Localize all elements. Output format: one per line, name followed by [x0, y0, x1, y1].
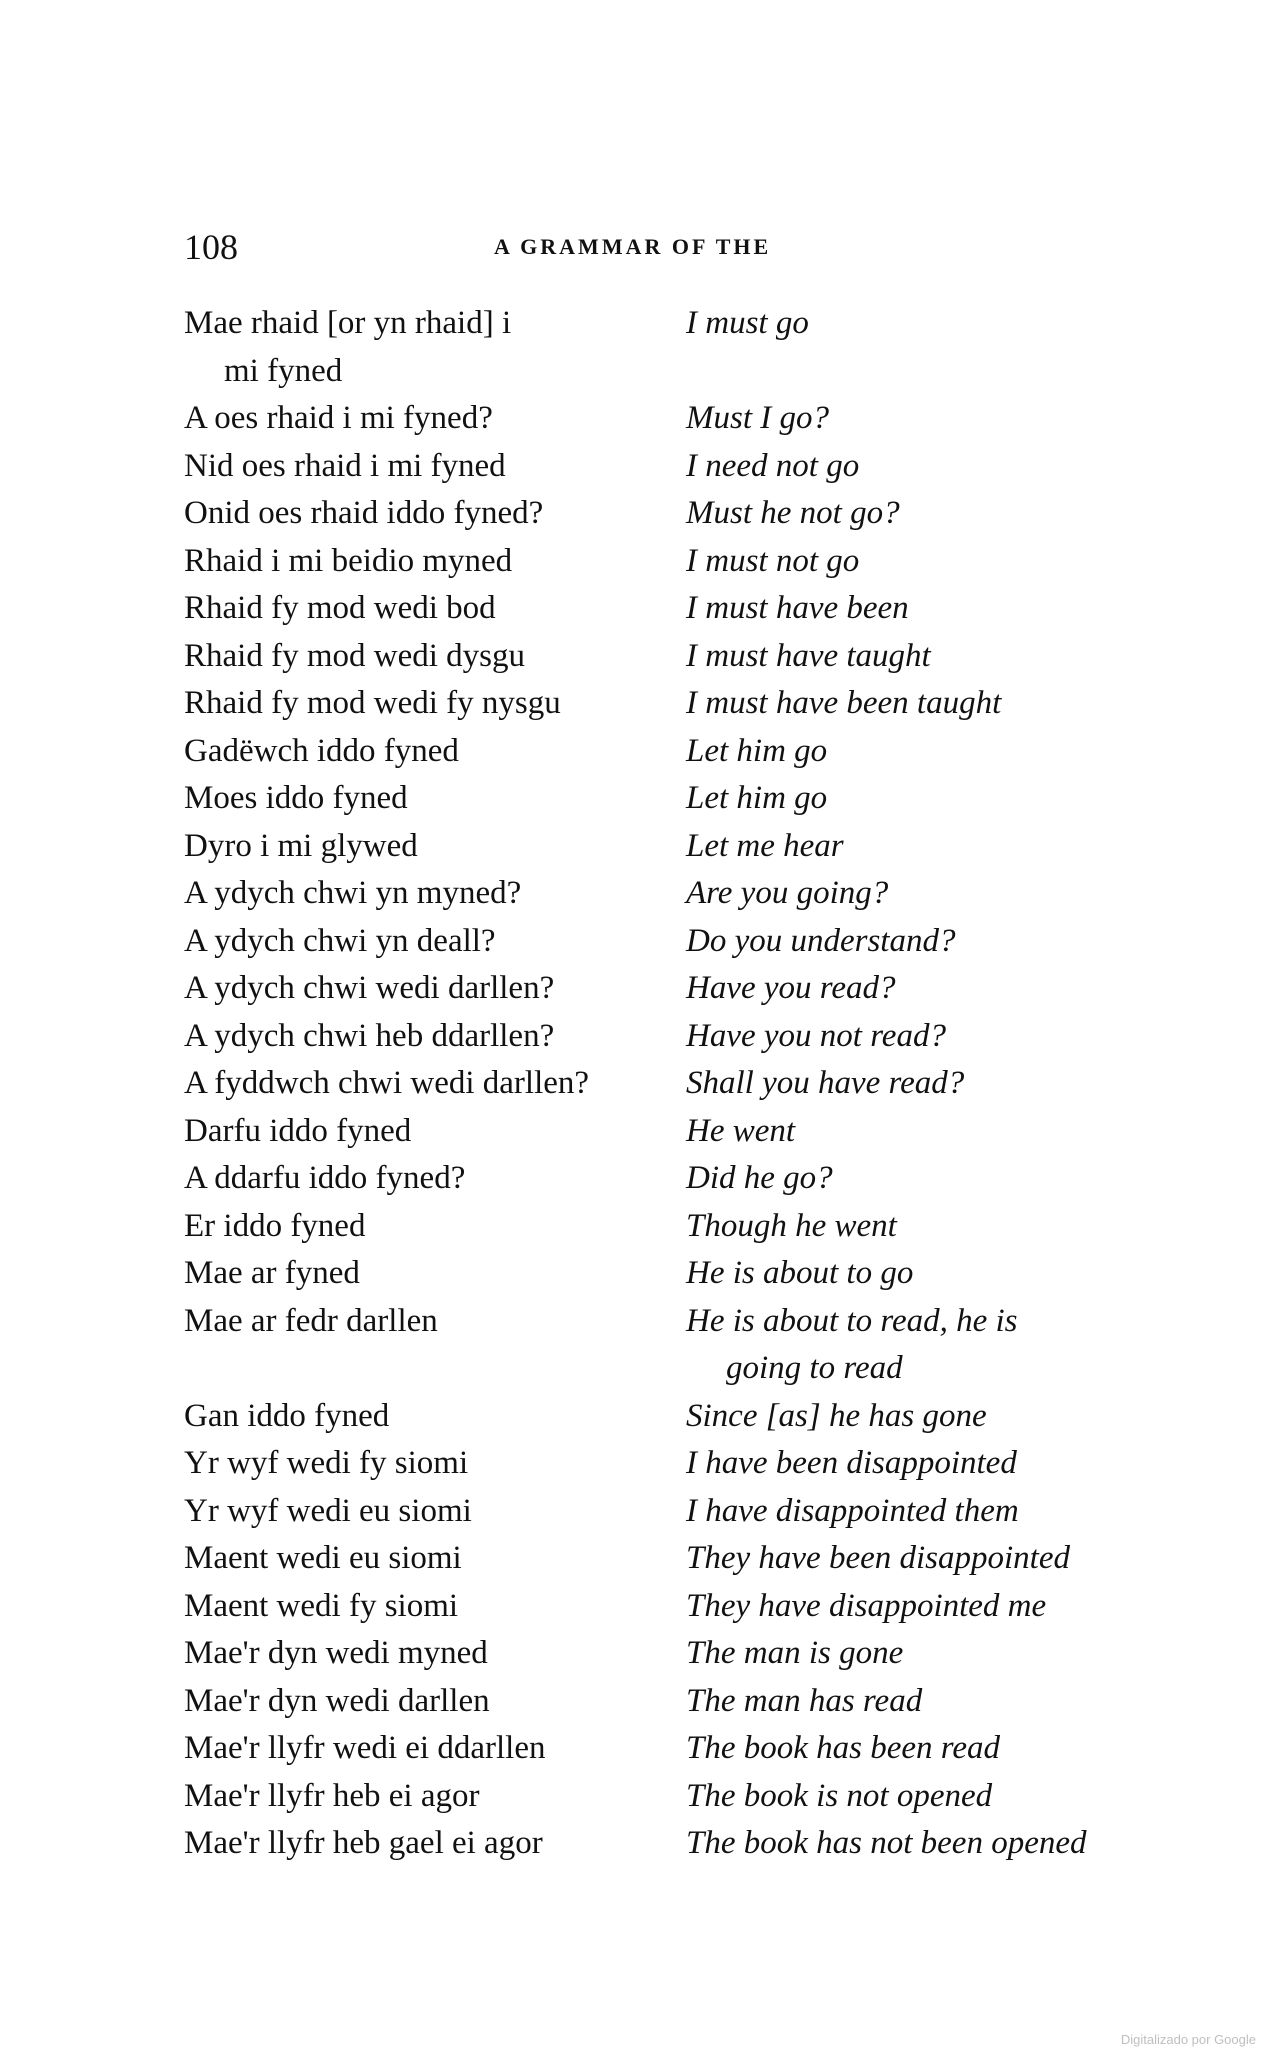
running-head: A GRAMMAR OF THE	[494, 234, 772, 259]
welsh-phrase: A ydych chwi yn myned?	[184, 875, 522, 911]
english-translation: Have you not read?	[686, 1017, 946, 1054]
welsh-phrase: A ydych chwi wedi darllen?	[184, 970, 555, 1006]
english-translation: Have you read?	[686, 970, 896, 1006]
phrase-row	[184, 870, 1164, 918]
english-translation: They have disappointed me	[686, 1587, 1047, 1624]
welsh-line: Mae rhaid [or yn rhaid] i	[184, 305, 512, 341]
phrase-row	[184, 775, 1164, 823]
english-line: He is about to read, he is	[686, 1302, 1018, 1339]
phrase-row	[184, 1250, 1164, 1298]
phrase-row	[184, 1535, 1164, 1583]
phrase-row	[184, 1298, 1164, 1393]
english-translation: Are you going?	[686, 875, 889, 911]
phrase-row	[184, 633, 1164, 681]
welsh-phrase: A oes rhaid i mi fyned?	[184, 400, 493, 436]
phrase-row	[184, 1203, 1164, 1251]
english-translation	[686, 1298, 1166, 1393]
welsh-phrase: Gan iddo fyned	[184, 1397, 390, 1434]
welsh-phrase	[184, 1298, 674, 1346]
phrase-row	[184, 490, 1164, 538]
phrase-row	[184, 918, 1164, 966]
welsh-line-continued: mi fyned	[224, 352, 343, 389]
english-translation: He went	[686, 1112, 796, 1149]
english-translation: The man is gone	[686, 1635, 904, 1671]
english-translation: He is about to go	[686, 1255, 914, 1291]
english-translation: Did he go?	[686, 1160, 833, 1196]
welsh-phrase: Mae ar fyned	[184, 1255, 360, 1291]
english-translation: I must have been	[686, 590, 909, 626]
english-translation: I have disappointed them	[686, 1492, 1019, 1529]
welsh-phrase: Mae'r dyn wedi myned	[184, 1635, 488, 1671]
welsh-phrase: Yr wyf wedi fy siomi	[184, 1445, 469, 1481]
english-translation: Must he not go?	[686, 495, 900, 531]
welsh-phrase: Nid oes rhaid i mi fyned	[184, 447, 506, 484]
english-translation: The book has been read	[686, 1730, 1001, 1766]
welsh-phrase: Mae'r llyfr heb gael ei agor	[184, 1825, 543, 1861]
english-translation: I must have taught	[686, 637, 931, 674]
phrase-row	[184, 823, 1164, 871]
english-translation: I must have been taught	[686, 685, 1002, 721]
welsh-phrase: Mae'r dyn wedi darllen	[184, 1682, 490, 1719]
english-translation: The book has not been opened	[686, 1825, 1087, 1861]
welsh-phrase: Mae'r llyfr wedi ei ddarllen	[184, 1730, 546, 1766]
english-translation: Let him go	[686, 780, 828, 816]
english-translation: Though he went	[686, 1207, 897, 1244]
welsh-phrase: A ydych chwi heb ddarllen?	[184, 1017, 555, 1054]
welsh-phrase: Onid oes rhaid iddo fyned?	[184, 495, 544, 531]
english-translation: I must not go	[686, 542, 860, 579]
welsh-phrase: Gadëwch iddo fyned	[184, 732, 459, 769]
phrase-row	[184, 728, 1164, 776]
phrase-row	[184, 395, 1164, 443]
phrase-row	[184, 1155, 1164, 1203]
welsh-phrase: A ddarfu iddo fyned?	[184, 1160, 466, 1196]
phrase-row	[184, 1773, 1164, 1821]
welsh-phrase: Moes iddo fyned	[184, 780, 408, 816]
english-translation: Let me hear	[686, 827, 844, 864]
welsh-phrase: Darfu iddo fyned	[184, 1112, 412, 1149]
phrase-row	[184, 538, 1164, 586]
welsh-phrase: Rhaid fy mod wedi dysgu	[184, 637, 525, 674]
english-translation: I have been disappointed	[686, 1445, 1017, 1481]
page-number: 108	[184, 227, 238, 267]
english-line-continued: going to read	[726, 1350, 903, 1386]
english-translation: Must I go?	[686, 400, 829, 436]
english-translation: Shall you have read?	[686, 1065, 965, 1101]
welsh-phrase: Rhaid i mi beidio myned	[184, 542, 513, 579]
phrase-row	[184, 1488, 1164, 1536]
phrase-row	[184, 1630, 1164, 1678]
welsh-phrase: A ydych chwi yn deall?	[184, 922, 496, 959]
welsh-phrase: Yr wyf wedi eu siomi	[184, 1492, 472, 1529]
phrase-row	[184, 1725, 1164, 1773]
phrase-row	[184, 300, 1164, 395]
phrase-row	[184, 1393, 1164, 1441]
english-translation: Let him go	[686, 732, 828, 769]
phrase-row	[184, 585, 1164, 633]
english-translation: Do you understand?	[686, 922, 956, 959]
welsh-phrase: Er iddo fyned	[184, 1207, 366, 1244]
phrase-row	[184, 1108, 1164, 1156]
phrase-row	[184, 443, 1164, 491]
phrase-row	[184, 1820, 1164, 1868]
phrase-row	[184, 1440, 1164, 1488]
welsh-phrase: Rhaid fy mod wedi fy nysgu	[184, 685, 561, 721]
welsh-phrase: Maent wedi eu siomi	[184, 1540, 462, 1576]
phrase-row	[184, 1678, 1164, 1726]
welsh-phrase: Dyro i mi glywed	[184, 827, 418, 864]
welsh-phrase: A fyddwch chwi wedi darllen?	[184, 1065, 590, 1101]
english-translation: They have been disappointed	[686, 1540, 1070, 1576]
welsh-phrase: Mae'r llyfr heb ei agor	[184, 1777, 480, 1814]
english-translation	[686, 300, 1166, 348]
english-translation: I need not go	[686, 447, 860, 484]
phrase-row	[184, 1013, 1164, 1061]
welsh-line: Mae ar fedr darllen	[184, 1302, 438, 1339]
english-line: I must go	[686, 305, 809, 341]
english-translation: The man has read	[686, 1682, 923, 1719]
scan-watermark: Digitalizado por Google	[1120, 2032, 1256, 2047]
phrase-row	[184, 680, 1164, 728]
phrase-row	[184, 965, 1164, 1013]
welsh-phrase	[184, 300, 674, 395]
page-header	[184, 222, 1164, 272]
english-translation: The book is not opened	[686, 1777, 993, 1814]
welsh-phrase: Rhaid fy mod wedi bod	[184, 590, 496, 626]
welsh-phrase: Maent wedi fy siomi	[184, 1587, 459, 1624]
english-translation: Since [as] he has gone	[686, 1397, 987, 1434]
phrase-row	[184, 1060, 1164, 1108]
phrase-row	[184, 1583, 1164, 1631]
phrase-table	[184, 300, 1164, 1868]
